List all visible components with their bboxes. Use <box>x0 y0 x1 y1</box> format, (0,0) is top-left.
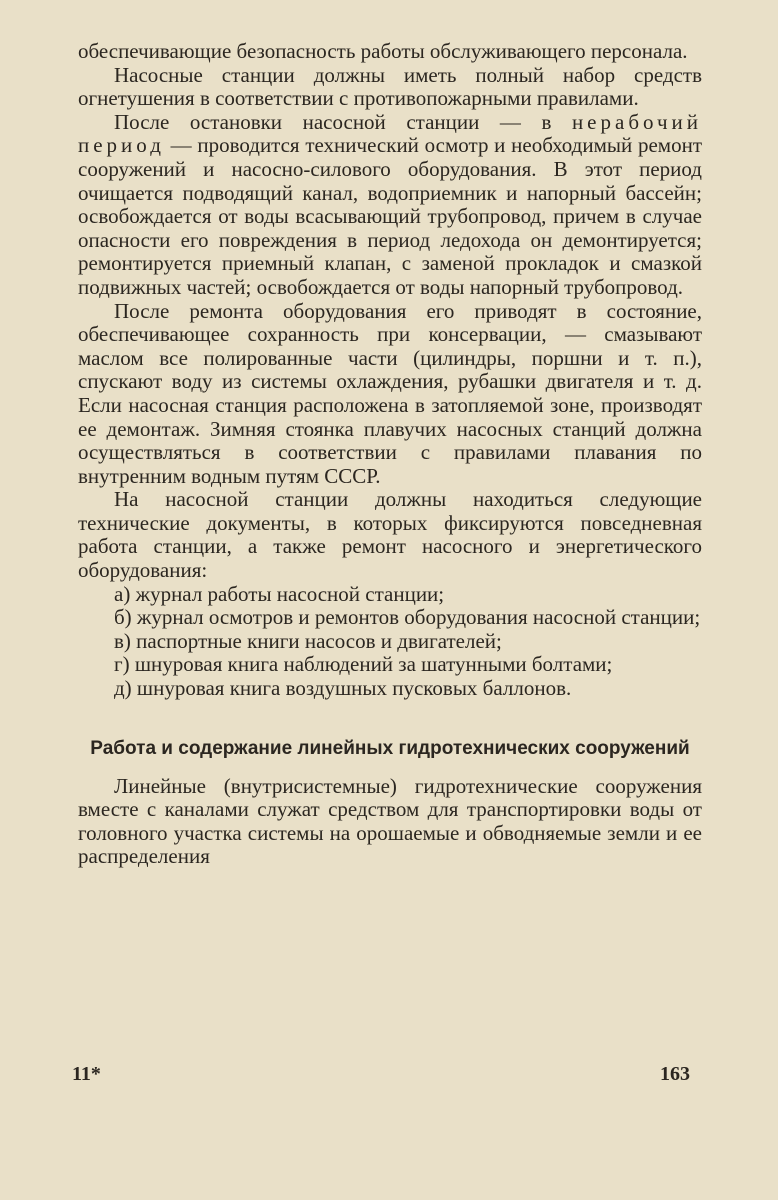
paragraph-text: После остановки насосной станции — в <box>114 109 572 134</box>
list-item: в) паспортные книги насосов и двигателей; <box>114 628 502 653</box>
page-number: 163 <box>660 1063 690 1085</box>
paragraph-linear-structures: Линейные (внутрисистемные) гидротехнические сооружения вместе с каналами служат средством для транспортировки воды от головного участка системы на орошаемые и обводняемые земли и ее распределения <box>78 773 702 869</box>
list-item: г) шнуровая книга наблюдений за шатунными болтами; <box>114 652 613 677</box>
body-text <box>78 40 702 869</box>
paragraph-documents: На насосной станции должны находиться следующие технические документы, в которых фиксируются повседневная работа станции, а также ремонт насосного и энергетического оборудования: <box>78 487 702 583</box>
list-item: д) шнуровая книга воздушных пусковых баллонов. <box>114 676 572 701</box>
paragraph-fire-safety: Насосные станции должны иметь полный набор средств огнетушения в соответствии с противопожарными правилами. <box>78 62 702 111</box>
paragraph-non-working-period <box>78 111 702 300</box>
paragraph-continuation: обеспечивающие безопасность работы обслуживающего персонала. <box>78 39 688 63</box>
list-item: а) журнал работы насосной станции; <box>114 581 445 606</box>
section-heading: Работа и содержание линейных гидротехнических сооружений <box>90 737 690 759</box>
printer-signature: 11* <box>72 1063 101 1085</box>
paragraph-text: — проводится технический осмотр и необходимый ремонт сооружений и насосно-силового оборудования. В этот период очищается подводящий канал, водоприемник и напорный бассейн; освобождается от воды всасывающий трубопровод, причем в случае опасности его повреждения в период ледохода он демонтируется; ремонтируется приемный клапан, с заменой прокладок и смазкой подвижных частей; освобождается от воды напорный трубопровод. <box>78 133 702 299</box>
emphasized-term: нерабочий период <box>78 109 702 158</box>
paragraph-conservation: После ремонта оборудования его приводят в состояние, обеспечивающее сохранность при консервации, — смазывают маслом все полированные части (цилиндры, поршни и т. п.), спускают воду из системы охлаждения, рубашки двигателя и т. д. Если насосная станция расположена в затопляемой зоне, производят ее демонтаж. Зимняя стоянка плавучих насосных станций должна осуществляться в соответствии с правилами плавания по внутренним водным путям СССР. <box>78 298 702 488</box>
list-item: б) журнал осмотров и ремонтов оборудования насосной станции; <box>114 605 701 630</box>
